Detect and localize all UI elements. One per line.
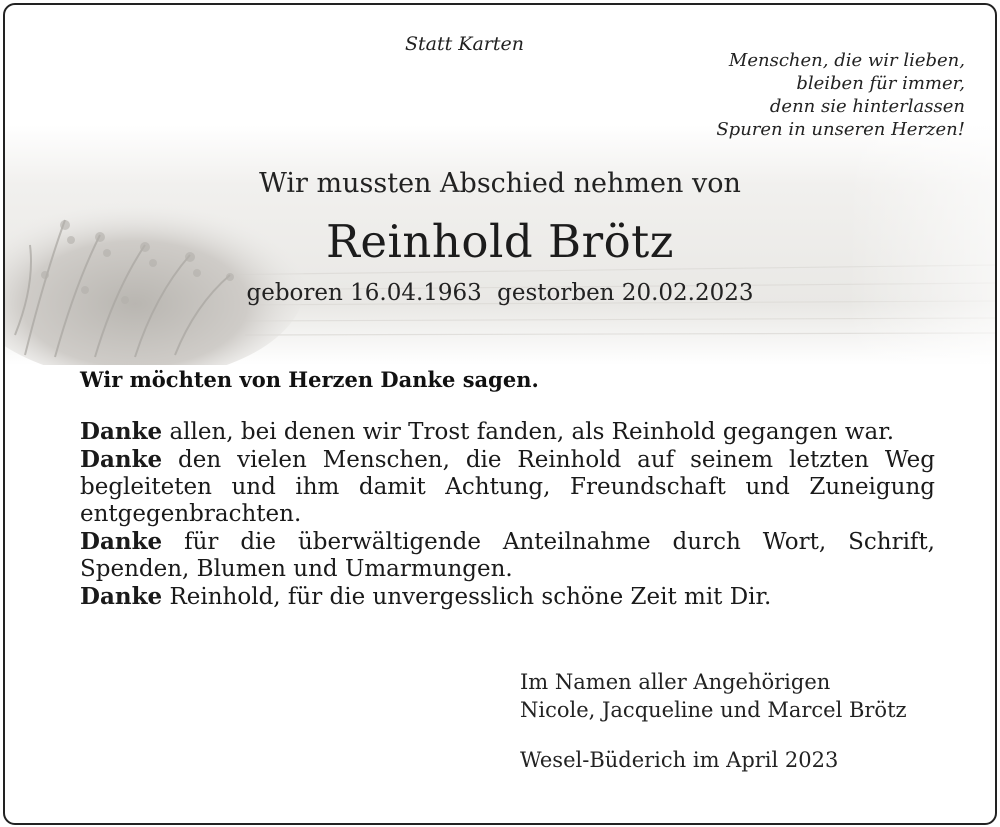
danke-keyword: Danke bbox=[80, 418, 163, 445]
deceased-name: Reinhold Brötz bbox=[326, 215, 674, 268]
place-date: Wesel-Büderich im April 2023 bbox=[520, 748, 839, 772]
thanks-paragraph bbox=[80, 583, 935, 611]
life-dates bbox=[0, 280, 1000, 306]
danke-keyword: Danke bbox=[80, 583, 163, 610]
thanks-body bbox=[80, 418, 935, 611]
signature-block bbox=[520, 668, 907, 724]
thanks-paragraph bbox=[80, 446, 935, 528]
quote-line: denn sie hinterlassen bbox=[769, 96, 965, 117]
thanks-text: für die überwältigende Anteilnahme durch Wort, Schrift, Spenden, Blumen und Umarmungen. bbox=[80, 529, 935, 582]
danke-keyword: Danke bbox=[80, 446, 163, 473]
danke-keyword: Danke bbox=[80, 528, 163, 555]
quote-line: Spuren in unseren Herzen! bbox=[716, 119, 965, 140]
thanks-text: den vielen Menschen, die Reinhold auf seinem letzten Weg begleiteten und ihm damit Achtung, Freundschaft und Zuneigung entgegenbrachten. bbox=[80, 447, 935, 527]
statt-karten-label: Statt Karten bbox=[405, 33, 525, 55]
thanks-text: allen, bei denen wir Trost fanden, als Reinhold gegangen war. bbox=[162, 419, 895, 445]
thanks-headline: Wir möchten von Herzen Danke sagen. bbox=[80, 367, 539, 392]
signature-names: Nicole, Jacqueline und Marcel Brötz bbox=[520, 698, 907, 722]
quote-line: bleiben für immer, bbox=[796, 73, 965, 94]
thanks-text: Reinhold, für die unvergesslich schöne Zeit mit Dir. bbox=[162, 584, 772, 610]
birth-date: geboren 16.04.1963 bbox=[246, 280, 482, 306]
thanks-paragraph bbox=[80, 528, 935, 583]
memorial-quote bbox=[716, 49, 965, 141]
death-date: gestorben 20.02.2023 bbox=[497, 280, 754, 306]
thanks-paragraph bbox=[80, 418, 935, 446]
farewell-lead: Wir mussten Abschied nehmen von bbox=[259, 168, 741, 199]
signature-line: Im Namen aller Angehörigen bbox=[520, 670, 831, 694]
quote-line: Menschen, die wir lieben, bbox=[728, 50, 965, 71]
